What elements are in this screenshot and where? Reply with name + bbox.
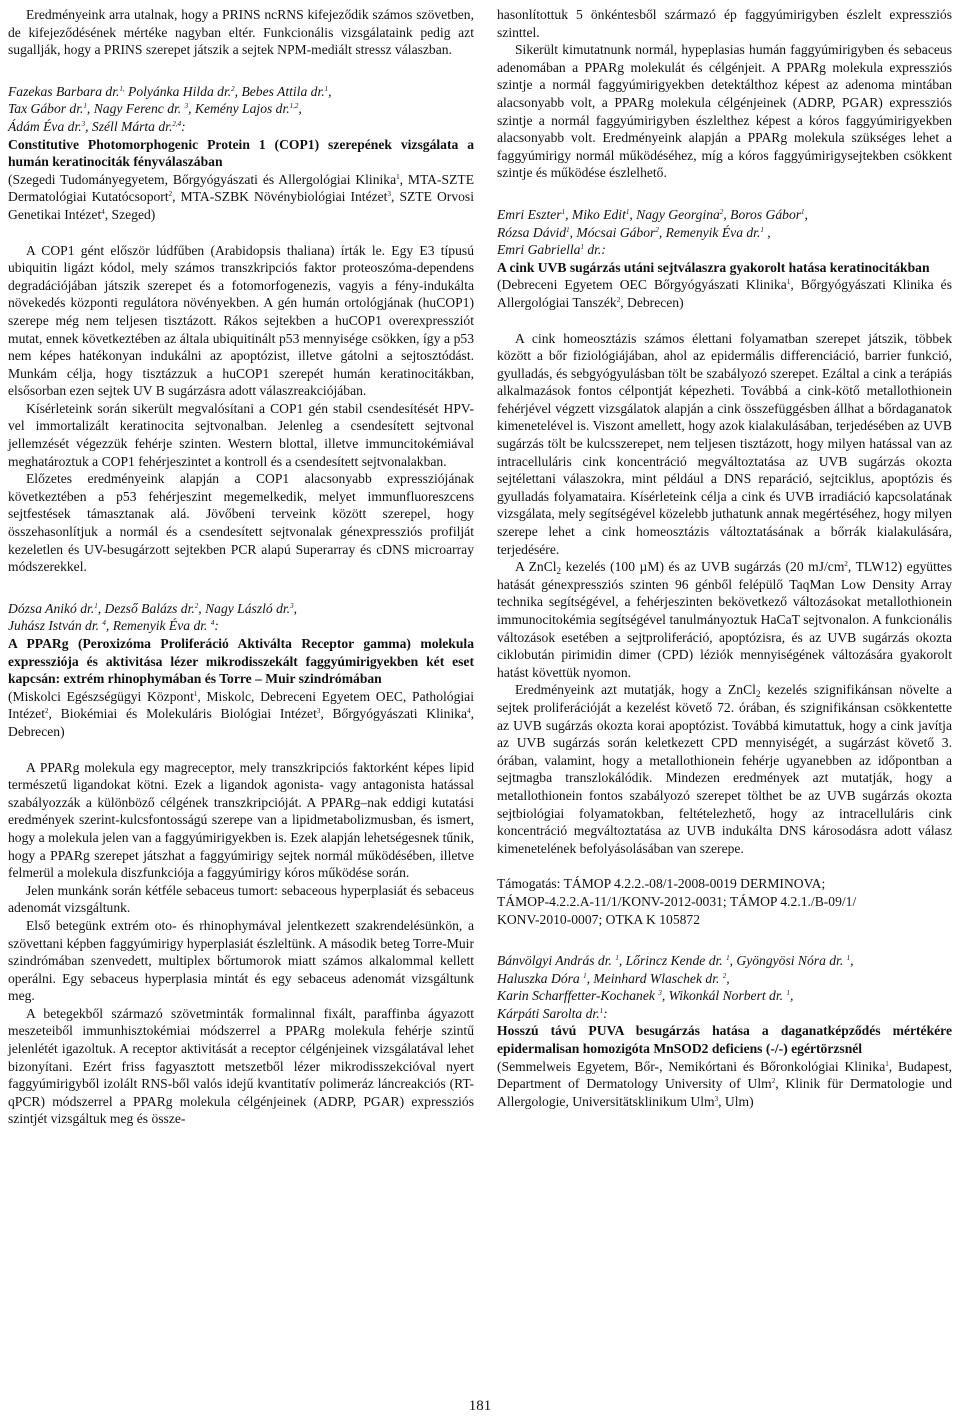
abstract-title: Constitutive Photomorphogenic Protein 1 (COP1) szerepének vizsgálata a humán keratinociták fényválaszában xyxy=(8,136,474,170)
affiliation: (Semmelweis Egyetem, Bőr-, Nemikórtani és Bőronkológiai Klinika$^1$, Budapest, Department of Dermatology University of Ulm$^2$, Klinik für Dermatologie und Allergologie, Universitätsklinikum Ulm$^3$, Ulm) xyxy=(497,1058,952,1109)
body-paragraph: A ZnCl$_2$ kezelés (100 µM) és az UVB sugárzás (20 $mJ/cm^2$, TLW12) együttes hatását génexpressziós szinten 96 génből felépülő TaqMan Low Density Array technika segítségével, a fehérjeszinten bekövetkező változásokat metallothionein immunocitokémia segítségével tanulmányoztuk HaCaT sejtvonalon. A funkcionális változások esetében a sejtproliferáció, apoptózisra, és az UVB sugárzás okozta ciklobután pirimidin dimer (CPD) léziók mennyiségének változására gyakorolt hatást követtük nyomon. xyxy=(497,559,952,680)
body-paragraph: A cink homeosztázis számos élettani folyamatban szerepet játszik, többek között a bőr fiziológiájában, ahol az epidermális differenciáció, barrier funkció, gyulladás, és sebgyógyulásban tölt be szabályozó szerepet. Ezáltal a cink a terápiás alkalmazások fontos célpontját képezheti. Továbbá a cink-kötő metallothionein fehérjével végzett vizsgálatok alapján a cink összefüggésben állhat a bőrdaganatok kimenetelével is. Viszont amellett, hogy azok kialakulásában, terjedésében az UVB sugárzás tölt be kulcsszerepet, nem teljesen tisztázott, hogy milyen hatással van az intracelluláris cink koncentráció megváltoztatása az UVB sugárzás okozta sejtélettani válaszokra, mint például a DNS reparáció, sejtciklus, apoptózis és gyulladás folyamataira. Kísérleteink célja a cink és UVB irradiáció kapcsolatának vizsgálata, mely segítségével közelebb juthatunk annak megértéséhez, hogy milyen szerepe lehet a cink homeosztázis változtatásának a bőrrák kialakulására, terjedésére. xyxy=(497,330,952,557)
author-list: Emri Eszter$^1$, Miko Edit$^1$, Nagy Georgina$^2$, Boros Gábor$^1$, Rózsa Dávid$^1$, Mócsai Gábor$^2$, Remenyik Éva dr.$^1$ , Emri Gabriella$^1$ dr.: xyxy=(497,206,808,258)
affiliation: (Debreceni Egyetem OEC Bőrgyógyászati Klinika$^1$, Bőrgyógyászati Klinika és Allergológiai Tanszék$^2$, Debrecen) xyxy=(497,277,952,310)
body-paragraph: Eredményeink arra utalnak, hogy a PRINS ncRNS kifejeződik számos szövetben, de kifejeződésének mértéke nagyban eltér. Funkcionális vizsgálataink pedig azt sugallják, hogy a PRINS szerepet játszik a sejtek NPM-mediált stressz válaszban. xyxy=(8,7,474,58)
body-paragraph: Sikerült kimutatnunk normál, hypeplasias humán faggyúmirigyben és sebaceus adenomában a PPARg molekulát és célgénjeit. A PPARg molekula expressziós szintje a normál faggyúmirigyekben detektálthoz képest az adenoma mintában alacsonyabb volt, a PPARg molekula célgénjeinek (ADRP, PGAR) expressziós szintje a normál faggyúmirigyben észlelthez képest a kóros faggyúmirigyekben alacsonyabb volt. Eredményeink alapján a PPARg molekula szükséges lehet a faggyúmirigy normál működéséhez, míg a kóros faggyúmirigysejtekben csökkent szintje és működése észlelhető. xyxy=(497,42,952,181)
body-paragraph: Kísérleteink során sikerült megvalósítani a COP1 gén stabil csendesítését HPV-vel immortalizált keratinocita sejtvonalban. Jelenleg a csendesített sejtvonal jellemzését végezzük fehérje szinten. Western blottal, illetve immuncitokémiával meghatároztuk a COP1 fehérjeszintet a kontroll és a csendesített sejtvonalakban. xyxy=(8,400,474,469)
page-number: 181 xyxy=(468,1398,492,1414)
author-list: Fazekas Barbara dr.$^{1,}$ Polyánka Hilda dr.$^2$, Bebes Attila dr.$^1$, Tax Gábor dr.$^1$, Nagy Ferenc dr. $^3$, Kemény Lajos dr.$^{1,2}$, Ádám Éva dr.$^3$, Széll Márta dr.$^{2,4}$: xyxy=(8,83,332,134)
affiliation: (Miskolci Egészségügyi Központ$^1$, Miskolc, Debreceni Egyetem OEC, Pathológiai Intézet$^2$, Biokémiai és Molekuláris Biológiai Intézet$^3$, Bőrgyógyászati Klinika$^4$, Debrecen) xyxy=(8,688,474,739)
left-column xyxy=(8,6,474,1128)
body-paragraph: Jelen munkánk során kétféle sebaceus tumort: sebaceous hyperplasiát és sebaceus adenomát vizsgáltunk. xyxy=(8,882,474,916)
author-list: Dózsa Anikó dr.$^1$, Dezső Balázs dr.$^2$, Nagy László dr.$^3$, Juhász István dr. $^4$, Remenyik Éva dr. $^4$: xyxy=(8,600,297,634)
abstract-title: A cink UVB sugárzás utáni sejtválaszra gyakorolt hatása keratinocitákban xyxy=(497,259,930,275)
funding-note: Támogatás: TÁMOP 4.2.2.-08/1-2008-0019 DERMINOVA; TÁMOP-4.2.2.A-11/1/KONV-2012-0031; TÁMOP 4.2.1./B-09/1/ KONV-2010-0007; OTKA K 105872 xyxy=(497,876,857,927)
body-paragraph: Előzetes eredményeink alapján a COP1 alacsonyabb expressziójának következtében a p53 fehérjeszint megemelkedik, melyet immunfluoreszcens sejtfestések támasztanak alá. Jövőbeni terveink között szerepel, hogy összehasonlítjuk a normál és a csendesített sejtvonalak génexpressziós profilját kezeletlen és UV-besugárzott sejtekben PCR alapú Superarray és cDNS microarray módszerekkel. xyxy=(8,471,474,575)
body-paragraph: A COP1 gént először lúdfűben (Arabidopsis thaliana) írták le. Egy E3 típusú ubiquitin ligázt kódol, mely számos transzkripciós faktor proteoszóma-dependens degradációjában játszik szerepet és a fotomorfogenezis, vagyis a fény-indukálta növekedés központi regulátora növényekben. A gén humán ortológjának (huCOP1) szerepe még nem teljesen tisztázott. Rákos sejtekben a huCOP1 overexpressziót mutat, ennek következtében az általa ubiquitinált p53 mennyisége csökken, így a p53 nem képes hatékonyan indukálni az apoptózist, illetve gátolni a sejtosztódást. Munkám célja, hogy tisztázzuk a huCOP1 szerepét humán keratinocitákban, elsősorban ezen sejtek UV B sugárzásra adott válaszreakciójában. xyxy=(8,242,474,399)
abstract-title: Hosszú távú PUVA besugárzás hatása a daganatképződés mértékére epidermalisan homozigóta MnSOD2 deficiens (-/-) egértörzsnél xyxy=(497,1023,952,1057)
body-paragraph: Eredményeink azt mutatják, hogy a ZnCl$_2$ kezelés szignifikánsan növelte a sejtek proliferációját a kezelést követő 72. órában, és szignifikánsan csökkentette az UVB sugárzás okozta korai apoptózist. Továbbá kimutattuk, hogy a cink javítja az UVB sugárzás során keletkezett CPD mennyiségét, a sugárzást követő 3. órában, valamint, hogy a metallothionein fehérje ugyanebben az időpontban a sejtmagba transzlokálódik. Mindezen eredmények azt mutatják, hogy a metallothionein fontos szabályozó szerepet tölthet be az UVB sugárzás okozta sejtbiológiai folyamatokban, feltételezhető, hogy az intracelluláris cink koncentráció megváltoztatása az UVB indukálta DNS károsodásra adott válasz kimenetelének befolyásolásában van szerepe. xyxy=(497,682,952,856)
body-paragraph: Első betegünk extrém oto- és rhinophymával jelentkezett szakrendelésünkön, a szövettani képben faggyúmirigy hyperplasiát észleltünk. A második beteg Torre-Muir szindrómában szenvedett, multiplex bőrtumorok miatt számos alkalommal kellett operálni. Egy sebaceus hyperplasia mintát és egy sebaceus adenomát vizsgáltunk meg. xyxy=(8,917,474,1004)
right-column xyxy=(497,6,952,1110)
body-paragraph: hasonlítottuk 5 önkéntesből származó ép faggyúmirigyben észlelt expressziós szinttel. xyxy=(497,7,952,40)
affiliation: (Szegedi Tudományegyetem, Bőrgyógyászati és Allergológiai Klinika$^1$, MTA-SZTE Dermatológiai Kutatócsoport$^2$, MTA-SZBK Növénybiológiai Intézet$^3$, SZTE Orvosi Genetikai Intézet$^4$, Szeged) xyxy=(8,171,474,222)
abstract-title: A PPARg (Peroxizóma Proliferáció Aktiválta Receptor gamma) molekula expressziója és aktivitása lézer mikrodisszekált faggyúmirigyekben két eset kapcsán: extrém rhinophymában és Torre – Muir szindrómában xyxy=(8,636,474,687)
body-paragraph: A betegekből származó szövetminták formalinnal fixált, paraffinba ágyazott meszeteiből immunhisztokémiai módszerrel a PPARg molekula fehérje szintű jelenlétét igazoltuk. A receptor aktivitását a receptor célgénjeinek vizsgálatával lehet bizonyítani. Ezért friss fagyasztott metszetből lézer mikrodisszekcióval nyert faggyúmirigyből izolált RNS-ből valós idejű kvantitatív polimeráz láncreakciós (RT-qPCR) módszerrel a PPARg molekula célgénjeinek (ADRP, PGAR) expressziós szintjét vizsgáltuk meg és össze- xyxy=(8,1005,474,1127)
body-paragraph: A PPARg molekula egy magreceptor, mely transzkripciós faktorként képes lipid természetű ligandokat kötni. Ezek a ligandok agonista- vagy antagonista hatással szabályozzák a különböző célgének transzkripcióját. A PPARg–nak eddigi kutatási eredmények szerint-kulcsfontosságú szerepe van a lipidmetabolizmusban, és ismert, hogy a molekula jelen van a faggyúmirigyekben is. Ezek alapján lehetségesnek tűnik, hogy a PPARg szerepet játszhat a faggyúmirigy sejtek normál működésében, illetve felmerül a molekula diszfunkciója a faggyúmirigy kóros működése során. xyxy=(8,759,474,881)
author-list: Bánvölgyi András dr. $^1$, Lőrincz Kende dr. $^1$, Gyöngyösi Nóra dr. $^1$, Haluszka Dóra $^1$, Meinhard Wlaschek dr. $^2$, Karin Scharffetter-Kochanek $^3$, Wikonkál Norbert dr. $^1$, Kárpáti Sarolta dr.$^1$: xyxy=(497,953,854,1021)
